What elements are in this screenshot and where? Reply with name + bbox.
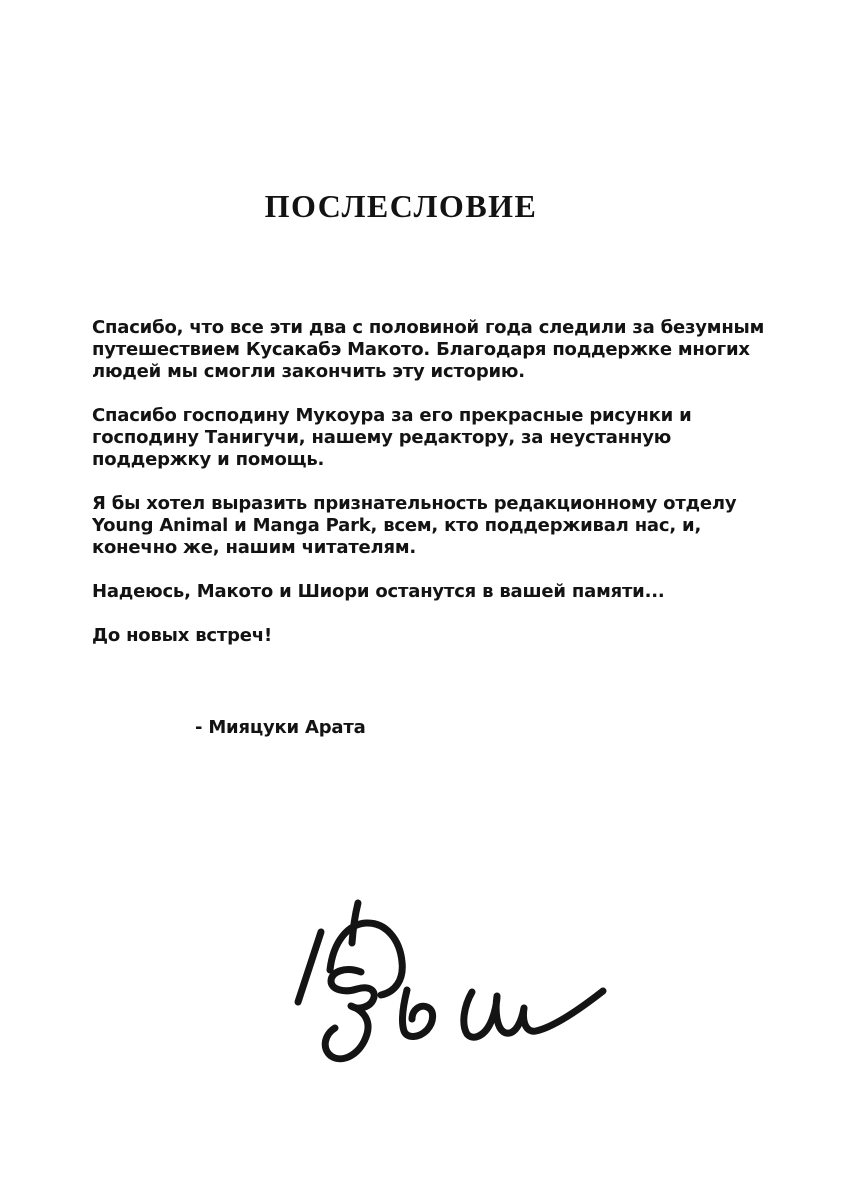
signature-stroke-middle-loop (403, 990, 433, 1037)
signature-stroke-diagonal (298, 932, 321, 1002)
signature-stroke-arc (330, 923, 402, 995)
paragraph-farewell: До новых встреч! (92, 625, 272, 646)
paragraph-hope-memory: Надеюсь, Макото и Шиори останутся в вашей памяти... (92, 581, 665, 602)
afterword-body (92, 317, 787, 761)
page-title: ПОСЛЕСЛОВИЕ (264, 188, 538, 224)
paragraph-thanks-artist-editor: Спасибо господину Мукоура за его прекрасные рисунки и господину Танигучи, нашему редактору, за неустанную поддержку и помощь. (92, 405, 692, 470)
paragraph-thanks-readers: Спасибо, что все эти два с половиной года следили за безумным путешествием Кусакабэ Макото. Благодаря поддержке многих людей мы смогли закончить эту историю. (92, 317, 765, 382)
paragraph-thanks-editorial: Я бы хотел выразить признательность редакционному отделу Young Animal и Manga Park, всем, кто поддерживал нас, и, конечно же, нашим читателям. (92, 493, 737, 558)
byline: - Мияцуки Арата (195, 717, 366, 738)
signature-stroke-tail (464, 991, 603, 1037)
signature-stroke-loops (325, 970, 374, 1059)
signature-image (283, 888, 608, 1083)
